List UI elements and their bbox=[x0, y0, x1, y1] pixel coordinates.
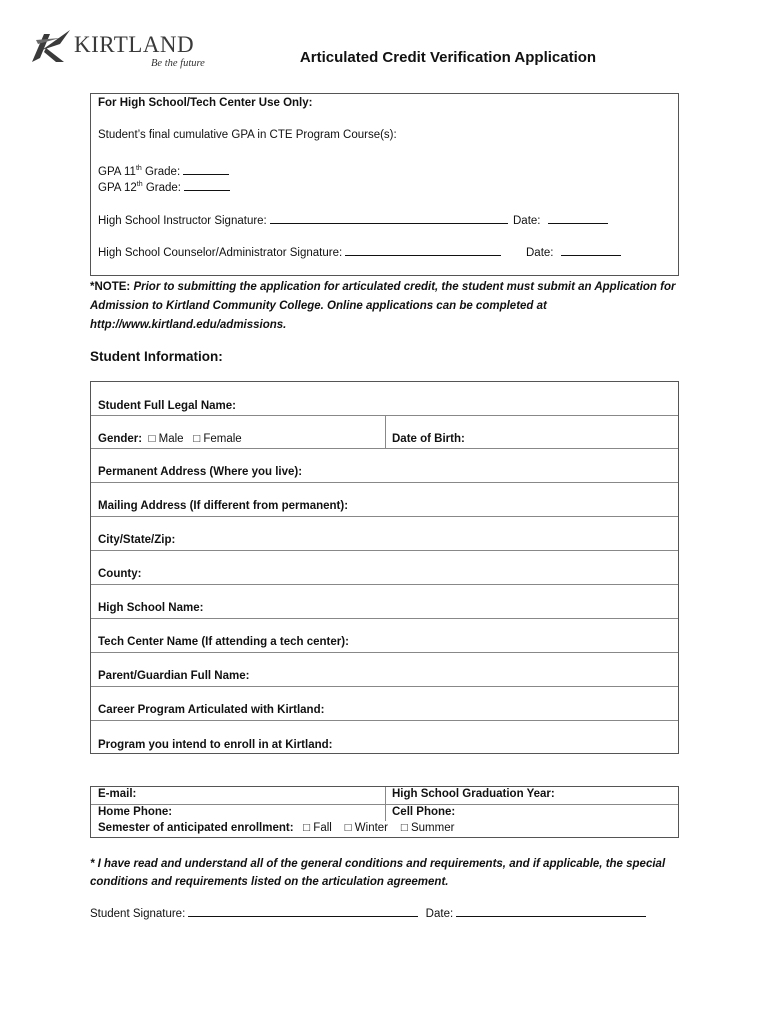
form-row[interactable] bbox=[91, 584, 678, 617]
form-row[interactable] bbox=[91, 686, 678, 719]
student-info-box bbox=[90, 381, 679, 754]
form-row[interactable] bbox=[91, 550, 678, 583]
gpa-12-field[interactable] bbox=[184, 179, 230, 191]
high-school-use-box bbox=[90, 93, 679, 276]
page-title: Articulated Credit Verification Application bbox=[299, 49, 597, 66]
kirtland-k-mark-icon bbox=[30, 28, 74, 64]
form-row[interactable] bbox=[91, 516, 678, 549]
dob-label[interactable]: Date of Birth: bbox=[392, 433, 465, 445]
form-row[interactable] bbox=[91, 448, 678, 481]
high-school-name-label: High School Name: bbox=[98, 602, 204, 614]
full-name-label: Student Full Legal Name: bbox=[98, 400, 237, 412]
gender-dob-divider bbox=[385, 416, 386, 448]
gpa-11-row: GPA 11th Grade: bbox=[98, 163, 229, 178]
winter-checkbox[interactable]: □ Winter bbox=[344, 822, 389, 834]
parent-guardian-label: Parent/Guardian Full Name: bbox=[98, 670, 250, 682]
form-row[interactable] bbox=[91, 720, 678, 754]
tech-center-label: Tech Center Name (If attending a tech center): bbox=[98, 636, 349, 648]
home-phone-label[interactable]: Home Phone: bbox=[98, 806, 173, 818]
semester-row bbox=[91, 821, 678, 838]
summer-checkbox[interactable]: □ Summer bbox=[400, 822, 455, 834]
grad-year-label[interactable]: High School Graduation Year: bbox=[392, 788, 555, 800]
student-date-field[interactable] bbox=[456, 905, 646, 917]
counselor-signature-row: High School Counselor/Administrator Signature: bbox=[98, 244, 501, 259]
gender-dob-row bbox=[91, 415, 678, 448]
city-state-zip-label: City/State/Zip: bbox=[98, 534, 176, 546]
male-checkbox[interactable]: □ Male bbox=[148, 433, 184, 445]
student-signature-row: Student Signature: Date: bbox=[90, 905, 646, 920]
counselor-date-row: Date: bbox=[526, 244, 621, 259]
county-label: County: bbox=[98, 568, 142, 580]
fall-checkbox[interactable]: □ Fall bbox=[303, 822, 332, 834]
acknowledgement-text: * I have read and understand all of the general conditions and requirements, and if applicable, the special conditions and requirements listed on the articulation agreement. bbox=[90, 858, 666, 888]
instructor-date-row: Date: bbox=[513, 212, 608, 227]
kirtland-logo bbox=[30, 28, 210, 74]
female-checkbox[interactable]: □ Female bbox=[193, 433, 242, 445]
logo-tagline: Be the future bbox=[151, 58, 205, 69]
counselor-signature-field[interactable] bbox=[345, 244, 501, 256]
mailing-address-label: Mailing Address (If different from permanent): bbox=[98, 500, 349, 512]
instructor-signature-field[interactable] bbox=[270, 212, 508, 224]
intended-program-label: Program you intend to enroll in at Kirtland: bbox=[98, 739, 333, 751]
permanent-address-label: Permanent Address (Where you live): bbox=[98, 466, 303, 478]
semester-label: Semester of anticipated enrollment: □ Fall □ Winter □ Summer bbox=[98, 822, 455, 834]
admission-note: *NOTE: Prior to submitting the application for articulated credit, the student must submit an Application for Admission to Kirtland Community College. Online applications can be completed at http://www.kirtland.edu/admissions. bbox=[90, 281, 676, 331]
instructor-date-field[interactable] bbox=[548, 212, 608, 224]
contact-divider bbox=[385, 787, 386, 821]
gender-label: Gender: □ Male □ Female bbox=[98, 433, 242, 445]
email-label[interactable]: E-mail: bbox=[98, 788, 137, 800]
hs-section-header: For High School/Tech Center Use Only: bbox=[98, 97, 313, 109]
student-signature-field[interactable] bbox=[188, 905, 418, 917]
cell-phone-label[interactable]: Cell Phone: bbox=[392, 806, 456, 818]
full-name-row[interactable] bbox=[91, 382, 678, 415]
gpa-11-field[interactable] bbox=[183, 163, 229, 175]
form-row[interactable] bbox=[91, 652, 678, 685]
career-program-label: Career Program Articulated with Kirtland: bbox=[98, 704, 325, 716]
counselor-date-field[interactable] bbox=[561, 244, 621, 256]
student-info-heading: Student Information: bbox=[90, 349, 223, 364]
form-row[interactable] bbox=[91, 618, 678, 651]
instructor-signature-row: High School Instructor Signature: bbox=[98, 212, 508, 227]
gpa-12-row: GPA 12th Grade: bbox=[98, 179, 230, 194]
form-row[interactable] bbox=[91, 482, 678, 515]
contact-box bbox=[90, 786, 679, 838]
gpa-intro: Student’s final cumulative GPA in CTE Program Course(s): bbox=[98, 129, 397, 141]
logo-wordmark: KIRTLAND bbox=[74, 32, 195, 57]
